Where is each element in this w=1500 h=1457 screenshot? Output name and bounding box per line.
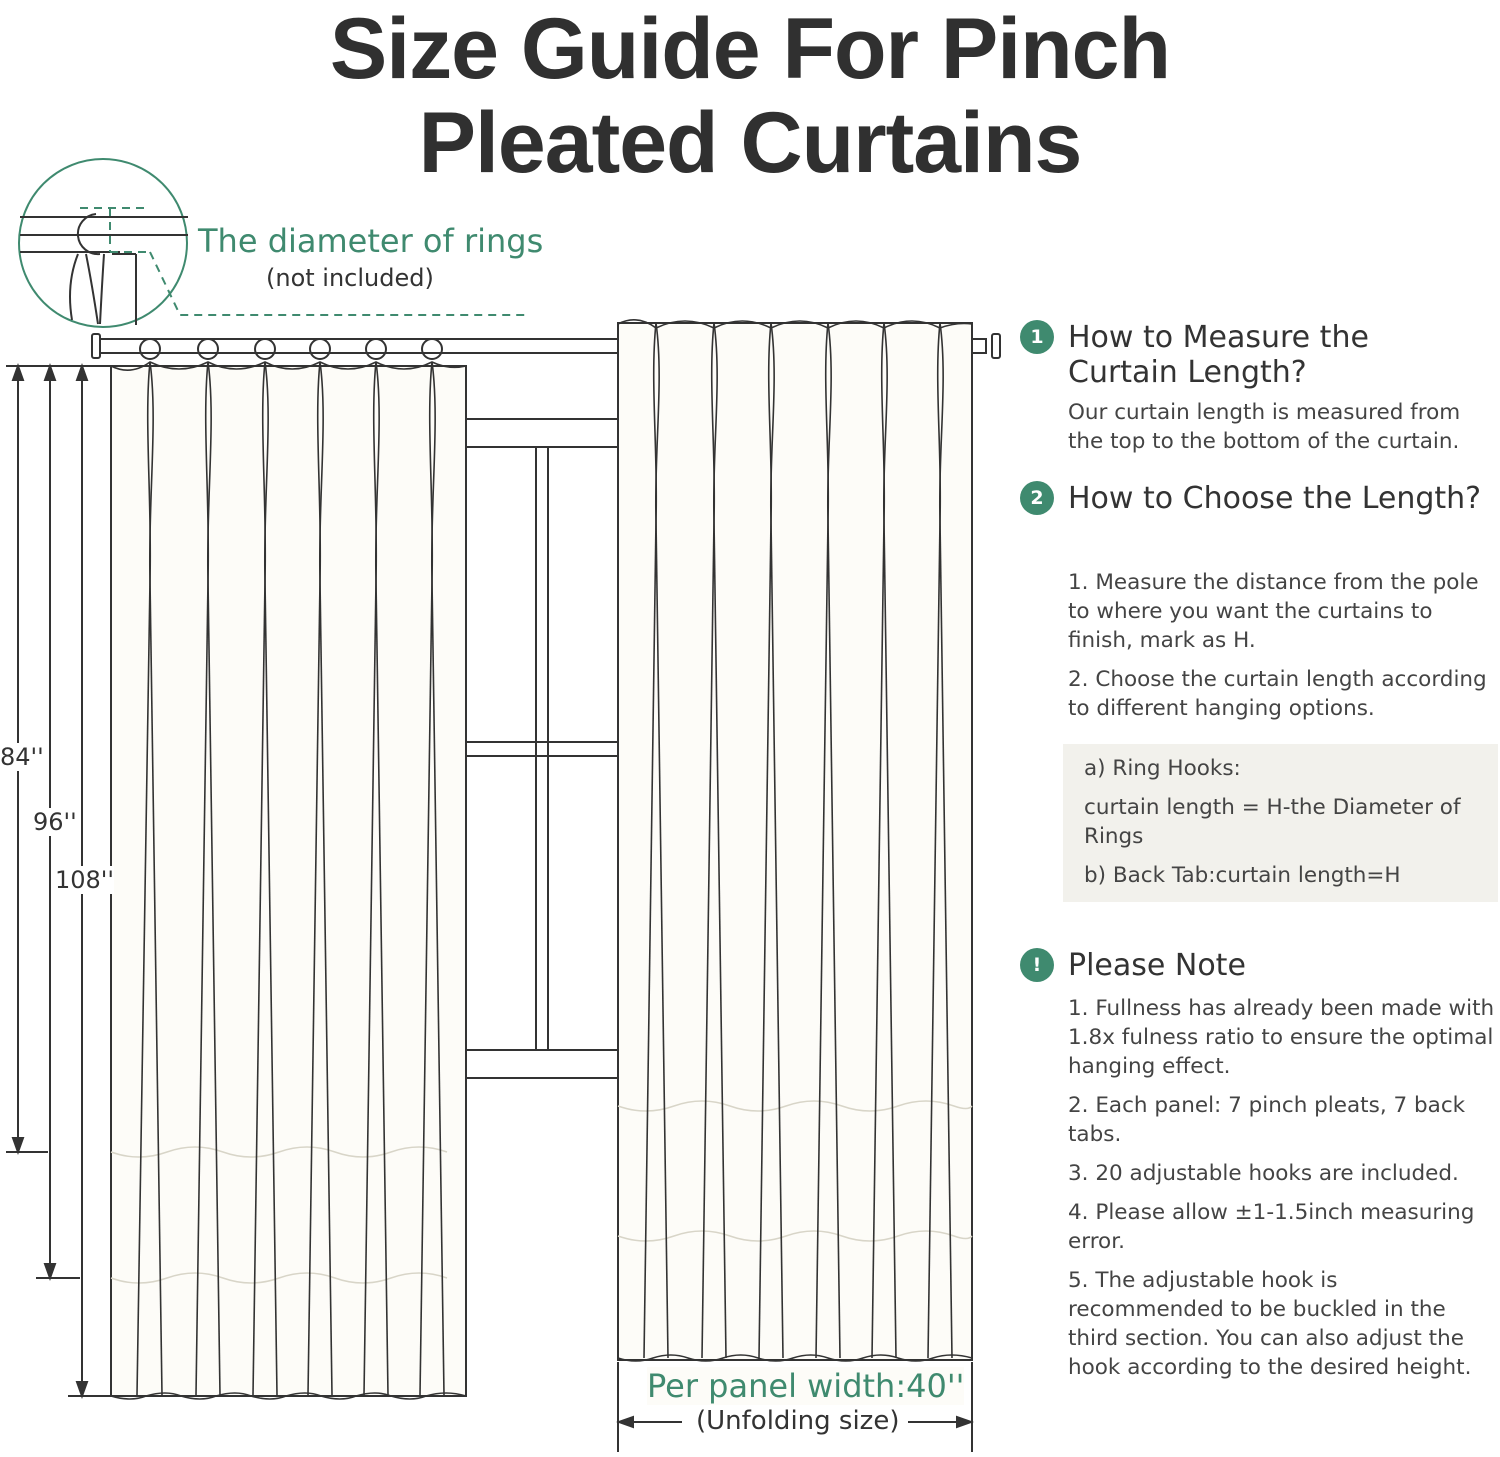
unfolding-size-note: (Unfolding size) — [696, 1406, 900, 1436]
page-title-line-2: Pleated Curtains — [418, 95, 1082, 191]
page-title-line-1: Size Guide For Pinch — [329, 1, 1171, 97]
note-item-2: 2. Each panel: 7 pinch pleats, 7 back tabs. — [1068, 1093, 1466, 1147]
length-108-label: 108'' — [55, 866, 115, 894]
note-item-5: 5. The adjustable hook is recommended to be buckled in the third section. You can also adjust the hook according to the desired height. — [1068, 1268, 1472, 1380]
ring-diameter-label: The diameter of rings — [198, 222, 544, 260]
step-1-badge: 1 — [1020, 320, 1054, 354]
back-tab-option: b) Back Tab:curtain length=H — [1084, 863, 1401, 888]
right-curtain-panel — [618, 320, 972, 1361]
note-alert-badge: ! — [1020, 948, 1054, 982]
please-note-heading: Please Note — [1068, 948, 1246, 983]
measure-length-text: Our curtain length is measured from the top to the bottom of the curtain. — [1068, 400, 1461, 454]
length-96-label: 96'' — [33, 808, 77, 836]
window-frame — [466, 419, 618, 1078]
left-curtain-panel — [111, 362, 466, 1399]
measure-length-heading: How to Measure the Curtain Length? — [1068, 320, 1369, 390]
ring-hooks-formula: curtain length = H-the Diameter of Rings — [1084, 795, 1461, 849]
choose-length-heading: How to Choose the Length? — [1068, 481, 1482, 516]
choose-length-step-2: 2. Choose the curtain length according to different hanging options. — [1068, 667, 1487, 721]
panel-width-label: Per panel width:40'' — [647, 1367, 965, 1405]
step-2-badge: 2 — [1020, 481, 1054, 515]
choose-length-step-1: 1. Measure the distance from the pole to where you want the curtains to finish, mark as H. — [1068, 570, 1479, 653]
ring-not-included-note: (not included) — [266, 264, 434, 292]
note-item-3: 3. 20 adjustable hooks are included. — [1068, 1161, 1459, 1186]
length-84-label: 84'' — [0, 743, 44, 771]
note-item-1: 1. Fullness has already been made with 1.8x fulness ratio to ensure the optimal hanging effect. — [1068, 996, 1495, 1079]
ring-hooks-option: a) Ring Hooks: — [1084, 756, 1241, 781]
note-item-4: 4. Please allow ±1-1.5inch measuring error. — [1068, 1200, 1475, 1254]
